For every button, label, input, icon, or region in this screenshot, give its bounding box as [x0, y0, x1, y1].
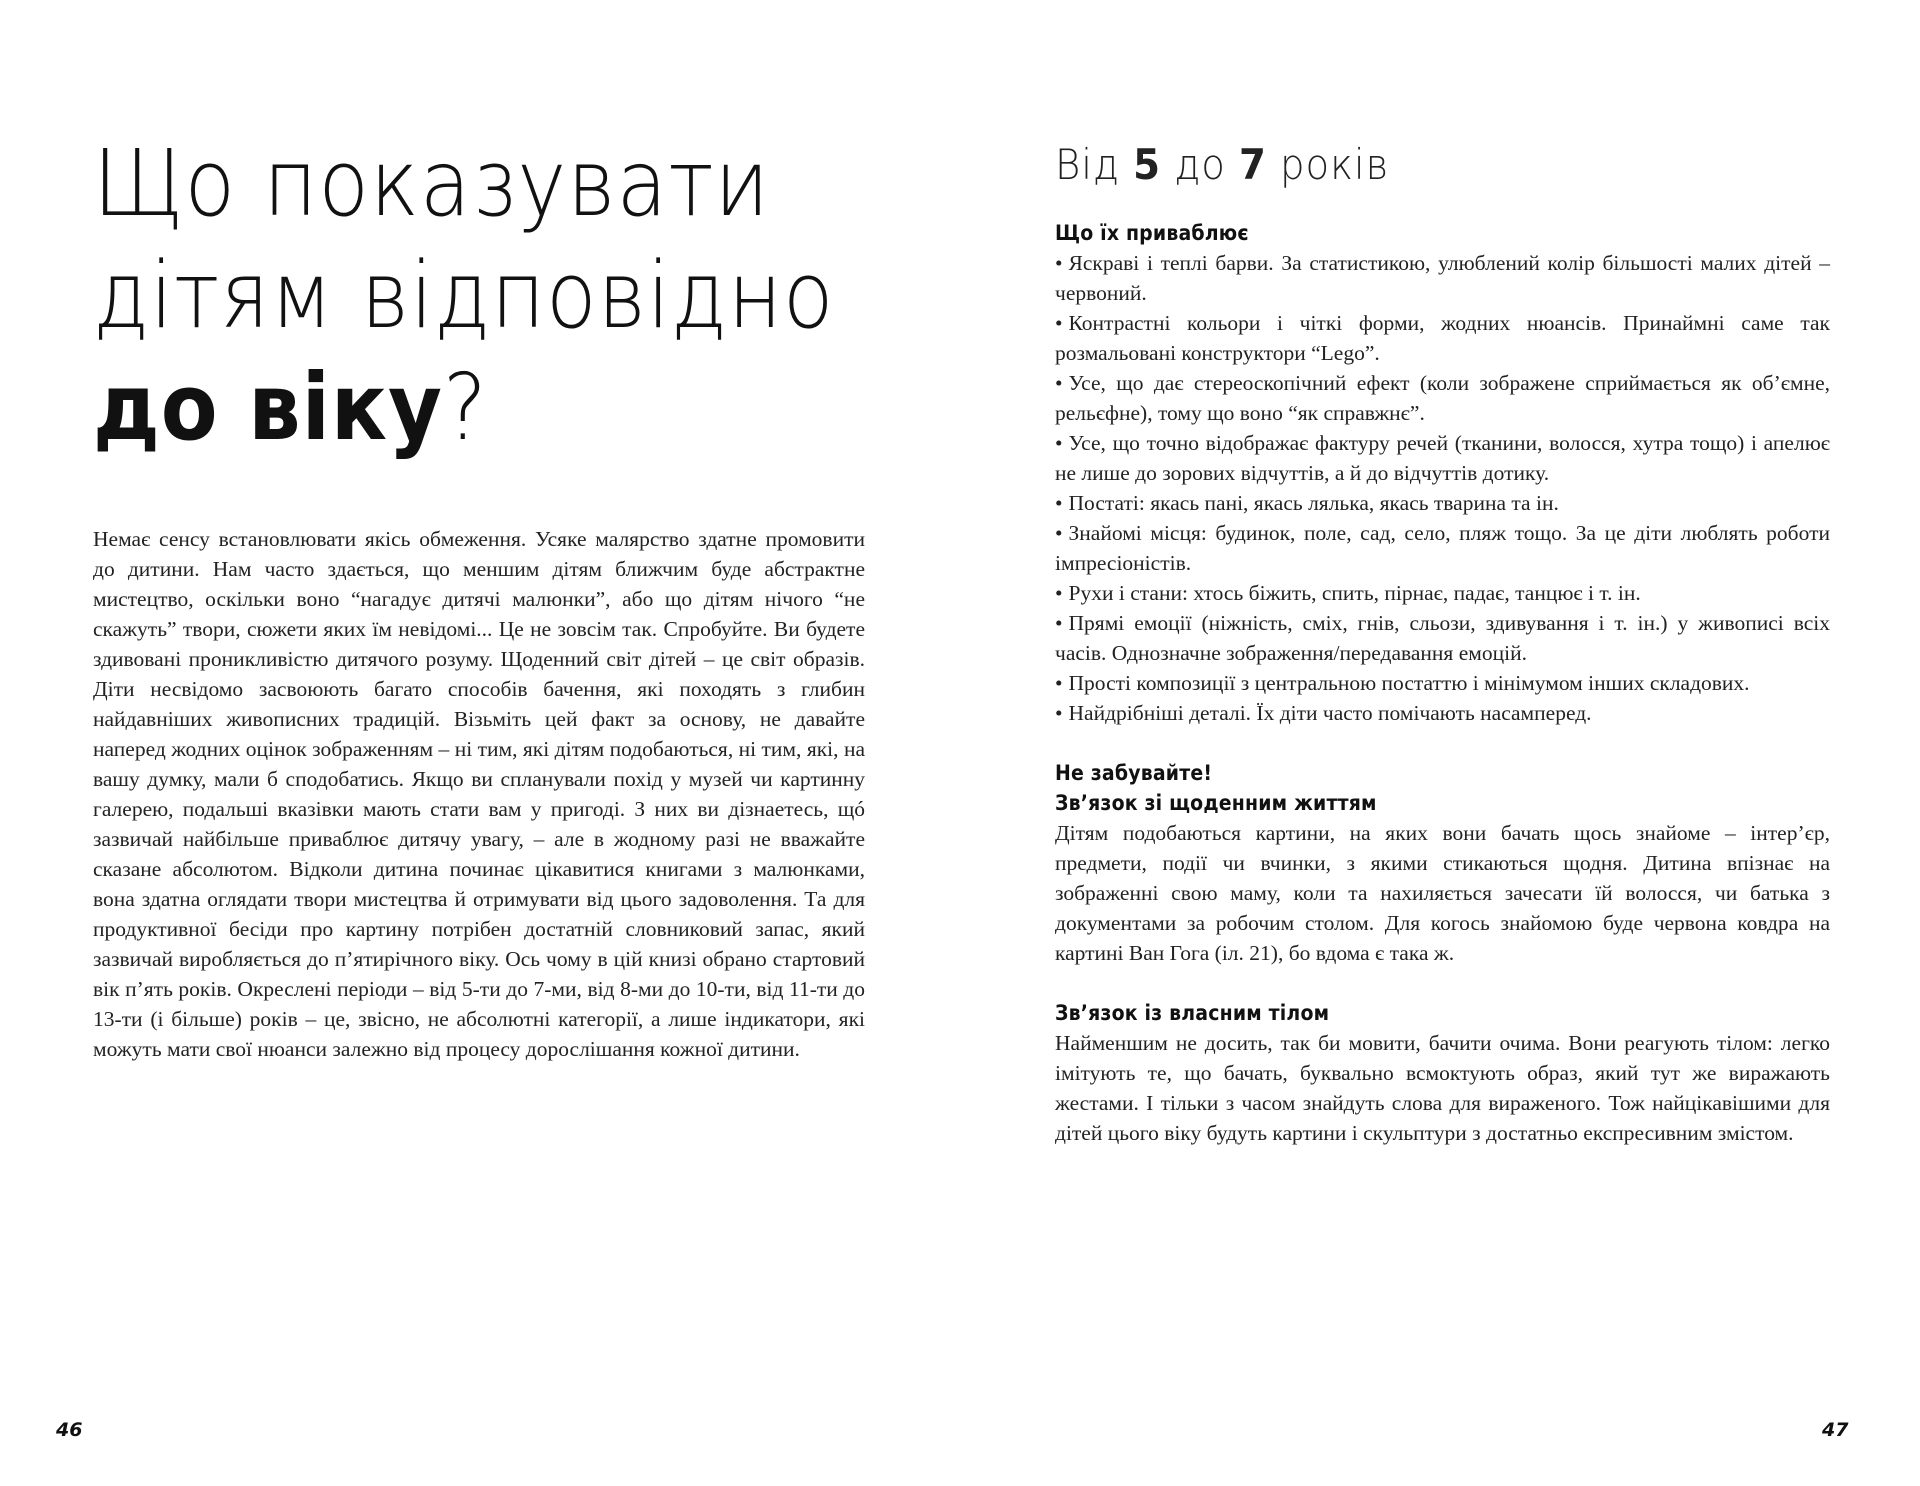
title-line-2: дітям відповідно: [93, 242, 835, 349]
age-heading-suffix: років: [1266, 140, 1390, 189]
bullet-icon: •: [1055, 491, 1063, 515]
bullet-icon: •: [1055, 521, 1063, 545]
bullet-icon: •: [1055, 311, 1063, 335]
own-body-heading: Зв’язок із власним тілом: [1055, 1001, 1330, 1025]
list-item: [1055, 668, 1830, 698]
list-item-text: Яскраві і теплі барви. За статистикою, улюблений колір більшості малих дітей – червоний.: [1055, 251, 1830, 305]
daily-life-paragraph: Дітям подобаються картини, на яких вони бачать щось знайоме – інтер’єр, предмети, події чи вчинки, з якими стикаються щодня. Дитина впізнає на зображенні свою маму, коли та нахиляється зачесати їй волосся, чи батька з документами за робочим столом. Для когось знайомою буде червона ковдра на картині Ван Гога (іл. 21), бо вдома є така ж.: [1055, 821, 1830, 965]
intro-paragraph: Немає сенсу встановлювати якісь обмеження. Усяке малярство здатне промовити до дитини. Нам часто здається, що меншим дітям ближчим буде абстрактне мистецтво, оскільки воно “нагадує дитячі малюнки”, або що дітям нічого “не скажуть” твори, сюжети яких їм невідомі... Це не зовсім так. Спробуйте. Ви будете здивовані проникливістю дитячого розуму. Щоденний світ дітей – це світ образів. Діти несвідомо засвоюють багато способів бачення, які походять з глибин найдавніших живописних традицій. Візьміть цей факт за основу, не давайте наперед жодних оцінок зображенням – ні тим, які дітям подобаються, ні тим, які, на вашу думку, мали б сподобатись. Якщо ви спланували похід у музей чи картинну галерею, подальші вказівки мають стати вам у пригоді. З них ви дізнаетесь, щó зазвичай найбільше приваблює дитячу увагу, – але в жодному разі не вважайте сказане абсолютом. Відколи дитина починає цікавитися книгами з малюнками, вона здатна оглядати твори мистецтва й отримувати від цього задоволення. Та для продуктивної бесіди про картину потрібен достатній словниковий запас, який зазвичай виробляється до п’ятирічного віку. Ось чому в цій книзі обрано стартовий вік п’ять років. Окреслені періоди – від 5-ти до 7-ми, від 8-ми до 10-ти, від 11-ти до 13-ти (і більше) років – це, звісно, не абсолютні категорії, а лише індикатори, які можуть мати свої нюанси залежно від процесу дорослішання кожної дитини.: [93, 527, 865, 1061]
age-heading-mid: до: [1160, 140, 1240, 189]
list-item: [1055, 578, 1830, 608]
list-item: [1055, 428, 1830, 488]
list-item: [1055, 488, 1830, 518]
list-item-text: Постаті: якась пані, якась лялька, якась тварина та ін.: [1068, 491, 1559, 515]
title-line-3: [93, 352, 831, 464]
age-from: 5: [1133, 140, 1161, 189]
age-heading-prefix: Від: [1055, 140, 1134, 189]
page-number-left: 46: [56, 1419, 83, 1441]
age-range-heading: [1055, 140, 1389, 189]
list-item-text: Знайомі місця: будинок, поле, сад, село, пляж тощо. За це діти люблять роботи імпресіоністів.: [1055, 521, 1830, 575]
list-item: [1055, 368, 1830, 428]
bullet-icon: •: [1055, 671, 1063, 695]
bullet-icon: •: [1055, 251, 1063, 275]
spacer: [1055, 728, 1830, 758]
list-item-text: Усе, що дає стереоскопічний ефект (коли зображене сприймається як об’ємне, рельєфне), тому що воно “як справжнє”.: [1055, 371, 1830, 425]
spacer: [1055, 968, 1830, 998]
bullet-icon: •: [1055, 371, 1063, 395]
list-item-text: Прямі емоції (ніжність, сміх, гнів, сльози, здивування і т. ін.) у живописі всіх часів. Однозначне зображення/передавання емоцій.: [1055, 611, 1830, 665]
age-to: 7: [1239, 140, 1267, 189]
attracts-list: [1055, 248, 1830, 728]
list-item: [1055, 518, 1830, 578]
chapter-title: [93, 128, 913, 464]
daily-life-heading: Зв’язок зі щоденним життям: [1055, 791, 1377, 815]
page-number-right: 47: [1822, 1419, 1849, 1441]
list-item-text: Прості композиції з центральною постаттю і мінімумом інших складових.: [1068, 671, 1750, 695]
list-item-text: Рухи і стани: хтось біжить, спить, пірнає, падає, танцює і т. ін.: [1068, 581, 1641, 605]
list-item: [1055, 308, 1830, 368]
list-item-text: Контрастні кольори і чіткі форми, жодних нюансів. Принаймні саме так розмальовані конструктори “Lego”.: [1055, 311, 1830, 365]
bullet-icon: •: [1055, 611, 1063, 635]
list-item-text: Усе, що точно відображає фактуру речей (тканини, волосся, хутра тощо) і апелює не лише до зорових відчуттів, а й до відчуттів дотику.: [1055, 431, 1830, 485]
right-column: [1055, 218, 1830, 1148]
list-item: [1055, 608, 1830, 668]
list-item: [1055, 698, 1830, 728]
own-body-paragraph: Найменшим не досить, так би мовити, бачити очима. Вони реагують тілом: легко імітують те, що бачать, буквально всмоктують образ, який тут же виражають жестами. І тільки з часом знайдуть слова для вираженого. Тож найцікавішими для дітей цього віку будуть картини і скульптури з достатньо експресивним змістом.: [1055, 1031, 1830, 1145]
list-item-text: Найдрібніші деталі. Їх діти часто помічають насамперед.: [1068, 701, 1592, 725]
bullet-icon: •: [1055, 701, 1063, 725]
title-question-mark: ?: [442, 354, 488, 461]
bullet-icon: •: [1055, 431, 1063, 455]
title-line-1: Що показувати: [93, 130, 770, 237]
bullet-icon: •: [1055, 581, 1063, 605]
right-page: [960, 0, 1920, 1486]
reminder-heading: Не забувайте!: [1055, 761, 1213, 785]
title-emphasis: до віку: [93, 354, 443, 461]
list-item: [1055, 248, 1830, 308]
attracts-heading: Що їх приваблює: [1055, 221, 1249, 245]
